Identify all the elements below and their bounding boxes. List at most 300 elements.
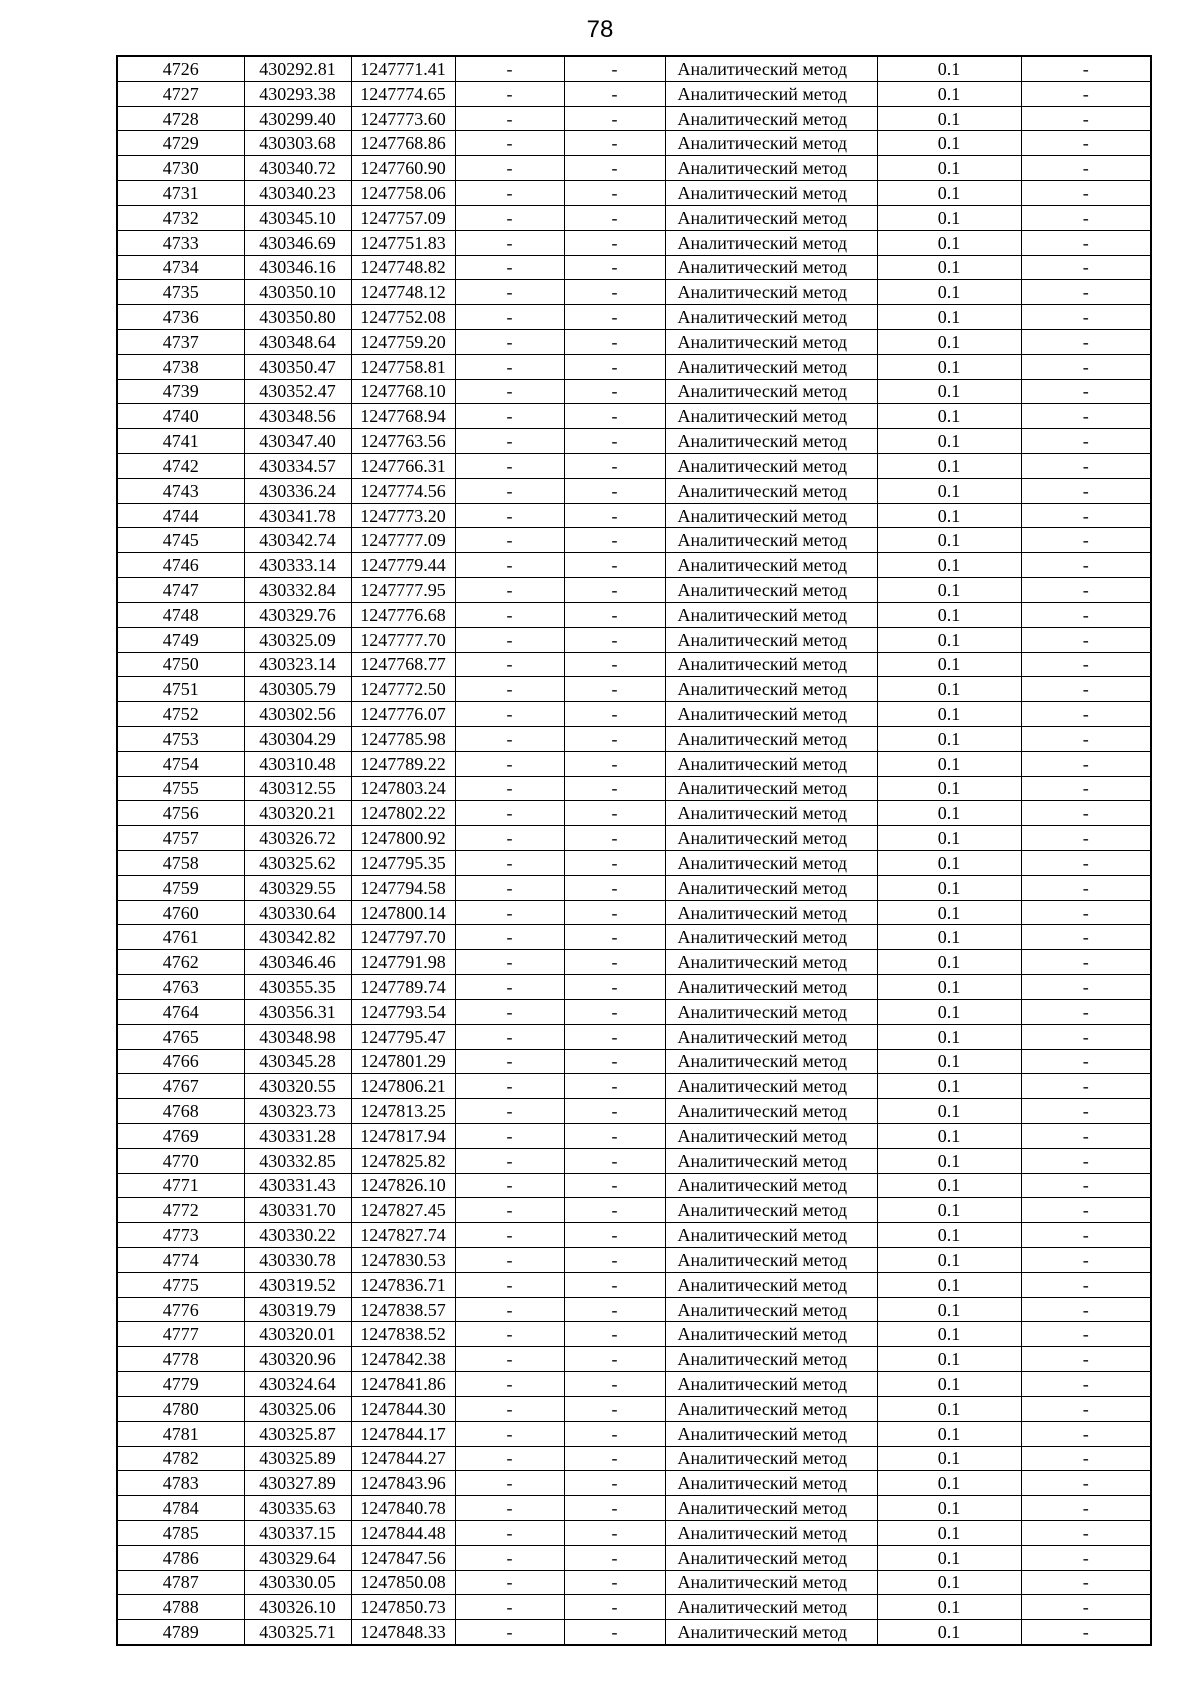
y-coordinate-cell: 1247813.25	[351, 1099, 455, 1124]
x-coordinate-cell: 430320.21	[244, 801, 351, 826]
table-row	[117, 56, 1151, 81]
coordinates-table	[116, 55, 1152, 1646]
x-coordinate-cell: 430292.81	[244, 56, 351, 81]
dash-cell: -	[1021, 826, 1151, 851]
y-coordinate-cell: 1247773.60	[351, 106, 455, 131]
dash-cell: -	[455, 1545, 564, 1570]
table-row	[117, 379, 1151, 404]
point-number-cell: 4781	[117, 1421, 244, 1446]
dash-cell: -	[455, 1049, 564, 1074]
method-cell: Аналитический метод	[665, 56, 877, 81]
dash-cell: -	[564, 950, 665, 975]
dash-cell: -	[455, 702, 564, 727]
y-coordinate-cell: 1247772.50	[351, 677, 455, 702]
method-cell: Аналитический метод	[665, 230, 877, 255]
point-number-cell: 4761	[117, 925, 244, 950]
precision-cell: 0.1	[877, 205, 1021, 230]
x-coordinate-cell: 430324.64	[244, 1372, 351, 1397]
table-row	[117, 1372, 1151, 1397]
method-cell: Аналитический метод	[665, 826, 877, 851]
dash-cell: -	[564, 875, 665, 900]
point-number-cell: 4758	[117, 851, 244, 876]
table-row	[117, 999, 1151, 1024]
table-row	[117, 751, 1151, 776]
dash-cell: -	[1021, 1372, 1151, 1397]
dash-cell: -	[455, 1396, 564, 1421]
dash-cell: -	[564, 578, 665, 603]
method-cell: Аналитический метод	[665, 305, 877, 330]
x-coordinate-cell: 430325.71	[244, 1620, 351, 1645]
table-row	[117, 205, 1151, 230]
y-coordinate-cell: 1247844.30	[351, 1396, 455, 1421]
point-number-cell: 4776	[117, 1297, 244, 1322]
dash-cell: -	[564, 56, 665, 81]
dash-cell: -	[564, 1148, 665, 1173]
method-cell: Аналитический метод	[665, 726, 877, 751]
point-number-cell: 4737	[117, 329, 244, 354]
x-coordinate-cell: 430329.55	[244, 875, 351, 900]
dash-cell: -	[1021, 1024, 1151, 1049]
y-coordinate-cell: 1247785.98	[351, 726, 455, 751]
dash-cell: -	[455, 81, 564, 106]
method-cell: Аналитический метод	[665, 1396, 877, 1421]
table-row	[117, 776, 1151, 801]
point-number-cell: 4764	[117, 999, 244, 1024]
x-coordinate-cell: 430333.14	[244, 553, 351, 578]
table-row	[117, 181, 1151, 206]
method-cell: Аналитический метод	[665, 81, 877, 106]
dash-cell: -	[564, 627, 665, 652]
dash-cell: -	[564, 379, 665, 404]
y-coordinate-cell: 1247827.45	[351, 1198, 455, 1223]
dash-cell: -	[455, 478, 564, 503]
x-coordinate-cell: 430330.64	[244, 900, 351, 925]
dash-cell: -	[1021, 1471, 1151, 1496]
precision-cell: 0.1	[877, 875, 1021, 900]
x-coordinate-cell: 430330.22	[244, 1223, 351, 1248]
point-number-cell: 4759	[117, 875, 244, 900]
dash-cell: -	[455, 975, 564, 1000]
y-coordinate-cell: 1247777.70	[351, 627, 455, 652]
table-row	[117, 1297, 1151, 1322]
table-row	[117, 305, 1151, 330]
precision-cell: 0.1	[877, 975, 1021, 1000]
x-coordinate-cell: 430348.56	[244, 404, 351, 429]
dash-cell: -	[455, 205, 564, 230]
dash-cell: -	[455, 776, 564, 801]
x-coordinate-cell: 430293.38	[244, 81, 351, 106]
method-cell: Аналитический метод	[665, 875, 877, 900]
table-row	[117, 826, 1151, 851]
precision-cell: 0.1	[877, 1347, 1021, 1372]
x-coordinate-cell: 430329.76	[244, 602, 351, 627]
dash-cell: -	[1021, 900, 1151, 925]
x-coordinate-cell: 430305.79	[244, 677, 351, 702]
point-number-cell: 4743	[117, 478, 244, 503]
point-number-cell: 4774	[117, 1248, 244, 1273]
point-number-cell: 4778	[117, 1347, 244, 1372]
dash-cell: -	[455, 652, 564, 677]
dash-cell: -	[1021, 1248, 1151, 1273]
precision-cell: 0.1	[877, 1421, 1021, 1446]
dash-cell: -	[1021, 503, 1151, 528]
point-number-cell: 4734	[117, 255, 244, 280]
dash-cell: -	[1021, 1620, 1151, 1645]
x-coordinate-cell: 430332.85	[244, 1148, 351, 1173]
dash-cell: -	[1021, 677, 1151, 702]
point-number-cell: 4775	[117, 1272, 244, 1297]
table-row	[117, 1173, 1151, 1198]
dash-cell: -	[455, 627, 564, 652]
dash-cell: -	[1021, 230, 1151, 255]
table-row	[117, 1272, 1151, 1297]
point-number-cell: 4748	[117, 602, 244, 627]
precision-cell: 0.1	[877, 702, 1021, 727]
method-cell: Аналитический метод	[665, 1421, 877, 1446]
y-coordinate-cell: 1247751.83	[351, 230, 455, 255]
table-row	[117, 1198, 1151, 1223]
x-coordinate-cell: 430350.10	[244, 280, 351, 305]
y-coordinate-cell: 1247774.65	[351, 81, 455, 106]
point-number-cell: 4785	[117, 1520, 244, 1545]
y-coordinate-cell: 1247758.81	[351, 354, 455, 379]
dash-cell: -	[564, 1620, 665, 1645]
dash-cell: -	[1021, 1148, 1151, 1173]
y-coordinate-cell: 1247825.82	[351, 1148, 455, 1173]
point-number-cell: 4747	[117, 578, 244, 603]
dash-cell: -	[455, 1297, 564, 1322]
point-number-cell: 4770	[117, 1148, 244, 1173]
point-number-cell: 4771	[117, 1173, 244, 1198]
method-cell: Аналитический метод	[665, 131, 877, 156]
table-row	[117, 1024, 1151, 1049]
y-coordinate-cell: 1247843.96	[351, 1471, 455, 1496]
point-number-cell: 4750	[117, 652, 244, 677]
dash-cell: -	[564, 1372, 665, 1397]
dash-cell: -	[1021, 81, 1151, 106]
precision-cell: 0.1	[877, 181, 1021, 206]
dash-cell: -	[564, 305, 665, 330]
dash-cell: -	[455, 602, 564, 627]
method-cell: Аналитический метод	[665, 900, 877, 925]
method-cell: Аналитический метод	[665, 478, 877, 503]
y-coordinate-cell: 1247773.20	[351, 503, 455, 528]
table-row	[117, 1248, 1151, 1273]
method-cell: Аналитический метод	[665, 255, 877, 280]
precision-cell: 0.1	[877, 528, 1021, 553]
dash-cell: -	[1021, 478, 1151, 503]
dash-cell: -	[564, 81, 665, 106]
dash-cell: -	[455, 106, 564, 131]
dash-cell: -	[564, 1496, 665, 1521]
table-row	[117, 1446, 1151, 1471]
dash-cell: -	[455, 454, 564, 479]
y-coordinate-cell: 1247830.53	[351, 1248, 455, 1273]
table-row	[117, 454, 1151, 479]
dash-cell: -	[564, 602, 665, 627]
x-coordinate-cell: 430327.89	[244, 1471, 351, 1496]
dash-cell: -	[564, 1570, 665, 1595]
dash-cell: -	[455, 875, 564, 900]
x-coordinate-cell: 430331.28	[244, 1123, 351, 1148]
precision-cell: 0.1	[877, 429, 1021, 454]
dash-cell: -	[455, 900, 564, 925]
dash-cell: -	[1021, 1446, 1151, 1471]
method-cell: Аналитический метод	[665, 1099, 877, 1124]
precision-cell: 0.1	[877, 1471, 1021, 1496]
y-coordinate-cell: 1247768.10	[351, 379, 455, 404]
dash-cell: -	[1021, 751, 1151, 776]
dash-cell: -	[1021, 627, 1151, 652]
dash-cell: -	[1021, 1545, 1151, 1570]
precision-cell: 0.1	[877, 478, 1021, 503]
point-number-cell: 4741	[117, 429, 244, 454]
x-coordinate-cell: 430320.01	[244, 1322, 351, 1347]
x-coordinate-cell: 430326.72	[244, 826, 351, 851]
precision-cell: 0.1	[877, 305, 1021, 330]
table-row	[117, 528, 1151, 553]
table-row	[117, 503, 1151, 528]
dash-cell: -	[1021, 950, 1151, 975]
method-cell: Аналитический метод	[665, 1372, 877, 1397]
dash-cell: -	[455, 1099, 564, 1124]
method-cell: Аналитический метод	[665, 528, 877, 553]
precision-cell: 0.1	[877, 1496, 1021, 1521]
point-number-cell: 4773	[117, 1223, 244, 1248]
method-cell: Аналитический метод	[665, 1248, 877, 1273]
x-coordinate-cell: 430320.96	[244, 1347, 351, 1372]
precision-cell: 0.1	[877, 1223, 1021, 1248]
dash-cell: -	[455, 826, 564, 851]
dash-cell: -	[564, 1520, 665, 1545]
dash-cell: -	[1021, 851, 1151, 876]
method-cell: Аналитический метод	[665, 1496, 877, 1521]
table-row	[117, 627, 1151, 652]
point-number-cell: 4728	[117, 106, 244, 131]
point-number-cell: 4729	[117, 131, 244, 156]
precision-cell: 0.1	[877, 1099, 1021, 1124]
point-number-cell: 4783	[117, 1471, 244, 1496]
table-row	[117, 726, 1151, 751]
method-cell: Аналитический метод	[665, 1471, 877, 1496]
precision-cell: 0.1	[877, 1074, 1021, 1099]
page-number: 78	[586, 16, 614, 43]
method-cell: Аналитический метод	[665, 1272, 877, 1297]
dash-cell: -	[455, 528, 564, 553]
dash-cell: -	[1021, 1099, 1151, 1124]
point-number-cell: 4738	[117, 354, 244, 379]
precision-cell: 0.1	[877, 1595, 1021, 1620]
point-number-cell: 4762	[117, 950, 244, 975]
dash-cell: -	[564, 354, 665, 379]
method-cell: Аналитический метод	[665, 429, 877, 454]
point-number-cell: 4779	[117, 1372, 244, 1397]
dash-cell: -	[455, 1347, 564, 1372]
dash-cell: -	[1021, 1297, 1151, 1322]
table-row	[117, 1074, 1151, 1099]
dash-cell: -	[1021, 1496, 1151, 1521]
precision-cell: 0.1	[877, 1372, 1021, 1397]
dash-cell: -	[564, 652, 665, 677]
dash-cell: -	[564, 1396, 665, 1421]
y-coordinate-cell: 1247836.71	[351, 1272, 455, 1297]
precision-cell: 0.1	[877, 851, 1021, 876]
x-coordinate-cell: 430355.35	[244, 975, 351, 1000]
table-row	[117, 950, 1151, 975]
x-coordinate-cell: 430325.62	[244, 851, 351, 876]
point-number-cell: 4735	[117, 280, 244, 305]
table-row	[117, 1620, 1151, 1645]
y-coordinate-cell: 1247795.35	[351, 851, 455, 876]
dash-cell: -	[564, 404, 665, 429]
table-row	[117, 1421, 1151, 1446]
dash-cell: -	[455, 801, 564, 826]
dash-cell: -	[1021, 801, 1151, 826]
x-coordinate-cell: 430325.09	[244, 627, 351, 652]
method-cell: Аналитический метод	[665, 379, 877, 404]
dash-cell: -	[1021, 156, 1151, 181]
dash-cell: -	[564, 1322, 665, 1347]
dash-cell: -	[455, 156, 564, 181]
y-coordinate-cell: 1247766.31	[351, 454, 455, 479]
table-row	[117, 702, 1151, 727]
x-coordinate-cell: 430350.47	[244, 354, 351, 379]
dash-cell: -	[455, 1123, 564, 1148]
dash-cell: -	[1021, 925, 1151, 950]
dash-cell: -	[1021, 553, 1151, 578]
y-coordinate-cell: 1247844.48	[351, 1520, 455, 1545]
method-cell: Аналитический метод	[665, 1520, 877, 1545]
table-row	[117, 1223, 1151, 1248]
dash-cell: -	[1021, 205, 1151, 230]
dash-cell: -	[564, 255, 665, 280]
method-cell: Аналитический метод	[665, 652, 877, 677]
method-cell: Аналитический метод	[665, 1595, 877, 1620]
dash-cell: -	[564, 1421, 665, 1446]
dash-cell: -	[455, 578, 564, 603]
point-number-cell: 4739	[117, 379, 244, 404]
y-coordinate-cell: 1247850.73	[351, 1595, 455, 1620]
method-cell: Аналитический метод	[665, 1049, 877, 1074]
dash-cell: -	[455, 1198, 564, 1223]
method-cell: Аналитический метод	[665, 776, 877, 801]
dash-cell: -	[564, 975, 665, 1000]
table-row	[117, 553, 1151, 578]
table-row	[117, 131, 1151, 156]
x-coordinate-cell: 430346.16	[244, 255, 351, 280]
point-number-cell: 4777	[117, 1322, 244, 1347]
dash-cell: -	[1021, 1123, 1151, 1148]
dash-cell: -	[455, 1223, 564, 1248]
dash-cell: -	[564, 1074, 665, 1099]
precision-cell: 0.1	[877, 280, 1021, 305]
dash-cell: -	[455, 1074, 564, 1099]
point-number-cell: 4772	[117, 1198, 244, 1223]
dash-cell: -	[564, 1347, 665, 1372]
y-coordinate-cell: 1247793.54	[351, 999, 455, 1024]
point-number-cell: 4755	[117, 776, 244, 801]
dash-cell: -	[1021, 404, 1151, 429]
y-coordinate-cell: 1247752.08	[351, 305, 455, 330]
x-coordinate-cell: 430332.84	[244, 578, 351, 603]
precision-cell: 0.1	[877, 255, 1021, 280]
x-coordinate-cell: 430345.28	[244, 1049, 351, 1074]
dash-cell: -	[564, 478, 665, 503]
method-cell: Аналитический метод	[665, 999, 877, 1024]
dash-cell: -	[1021, 602, 1151, 627]
y-coordinate-cell: 1247776.07	[351, 702, 455, 727]
dash-cell: -	[1021, 1272, 1151, 1297]
dash-cell: -	[455, 379, 564, 404]
method-cell: Аналитический метод	[665, 1322, 877, 1347]
method-cell: Аналитический метод	[665, 454, 877, 479]
dash-cell: -	[1021, 131, 1151, 156]
x-coordinate-cell: 430323.14	[244, 652, 351, 677]
dash-cell: -	[564, 329, 665, 354]
dash-cell: -	[455, 1322, 564, 1347]
method-cell: Аналитический метод	[665, 751, 877, 776]
x-coordinate-cell: 430346.69	[244, 230, 351, 255]
table-row	[117, 1595, 1151, 1620]
point-number-cell: 4731	[117, 181, 244, 206]
dash-cell: -	[455, 1024, 564, 1049]
dash-cell: -	[564, 751, 665, 776]
dash-cell: -	[564, 1173, 665, 1198]
y-coordinate-cell: 1247838.52	[351, 1322, 455, 1347]
point-number-cell: 4757	[117, 826, 244, 851]
y-coordinate-cell: 1247794.58	[351, 875, 455, 900]
method-cell: Аналитический метод	[665, 553, 877, 578]
y-coordinate-cell: 1247841.86	[351, 1372, 455, 1397]
point-number-cell: 4732	[117, 205, 244, 230]
dash-cell: -	[564, 851, 665, 876]
method-cell: Аналитический метод	[665, 602, 877, 627]
method-cell: Аналитический метод	[665, 578, 877, 603]
table-row	[117, 900, 1151, 925]
dash-cell: -	[1021, 875, 1151, 900]
dash-cell: -	[1021, 652, 1151, 677]
point-number-cell: 4726	[117, 56, 244, 81]
dash-cell: -	[564, 999, 665, 1024]
precision-cell: 0.1	[877, 1396, 1021, 1421]
precision-cell: 0.1	[877, 1297, 1021, 1322]
x-coordinate-cell: 430336.24	[244, 478, 351, 503]
precision-cell: 0.1	[877, 404, 1021, 429]
point-number-cell: 4765	[117, 1024, 244, 1049]
dash-cell: -	[1021, 1173, 1151, 1198]
x-coordinate-cell: 430320.55	[244, 1074, 351, 1099]
table-row	[117, 156, 1151, 181]
dash-cell: -	[564, 1595, 665, 1620]
precision-cell: 0.1	[877, 726, 1021, 751]
precision-cell: 0.1	[877, 999, 1021, 1024]
y-coordinate-cell: 1247801.29	[351, 1049, 455, 1074]
y-coordinate-cell: 1247803.24	[351, 776, 455, 801]
dash-cell: -	[455, 950, 564, 975]
method-cell: Аналитический метод	[665, 1347, 877, 1372]
precision-cell: 0.1	[877, 354, 1021, 379]
table-row	[117, 1396, 1151, 1421]
point-number-cell: 4752	[117, 702, 244, 727]
dash-cell: -	[564, 1248, 665, 1273]
y-coordinate-cell: 1247827.74	[351, 1223, 455, 1248]
dash-cell: -	[455, 1272, 564, 1297]
point-number-cell: 4730	[117, 156, 244, 181]
table-row	[117, 106, 1151, 131]
dash-cell: -	[455, 1446, 564, 1471]
precision-cell: 0.1	[877, 1322, 1021, 1347]
point-number-cell: 4760	[117, 900, 244, 925]
